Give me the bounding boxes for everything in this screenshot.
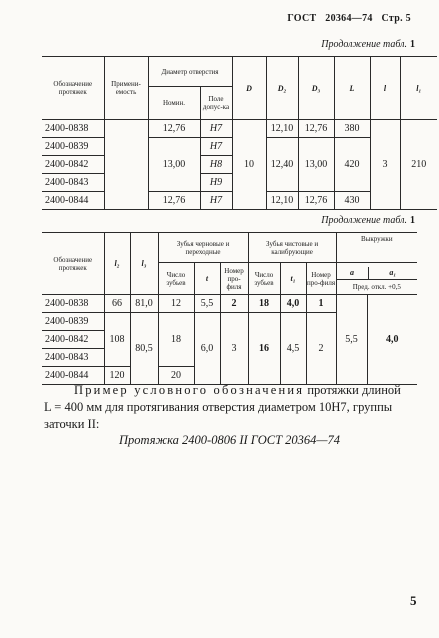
t2-h-count2: Число зубьев (248, 263, 280, 295)
t1-tol: H8 (200, 156, 232, 174)
t2-h-profile: Номер про-филя (220, 263, 248, 295)
t1-applicability (104, 120, 148, 210)
t2-h-deviation: Пред. откл. +0,5 (352, 282, 401, 291)
t2-h-recess (336, 233, 417, 263)
t2-h-l3: l₃ (130, 233, 158, 295)
t1-D2: 12,40 (266, 138, 298, 192)
t1-D3: 13,00 (298, 138, 334, 192)
t2-l3: 80,5 (130, 313, 158, 385)
t1-h-designation: Обозначение протяжек (42, 57, 104, 120)
page-number: 5 (410, 593, 417, 608)
t2-code: 2400-0838 (42, 295, 104, 313)
t2-l2: 66 (104, 295, 130, 313)
t1-D3: 12,76 (298, 192, 334, 210)
t1-code: 2400-0842 (42, 156, 104, 174)
t2-t1: 4,5 (280, 313, 306, 385)
t1-L: 420 (334, 138, 370, 192)
t2-code: 2400-0842 (42, 331, 104, 349)
paragraph-line-2: L = 400 мм для протягивания отверстия диаметром 10H7, группы (44, 400, 393, 414)
t2-h-l2: l₂ (104, 233, 130, 295)
t1-l: 3 (370, 120, 400, 210)
t2-code: 2400-0839 (42, 313, 104, 331)
t2-h-t: t (194, 263, 220, 295)
designation-paragraph (44, 382, 419, 433)
t2-profile2: 1 (306, 295, 336, 313)
t1-h-D: D (232, 57, 266, 120)
designation-example: Протяжка 2400-0806 II ГОСТ 20364—74 (119, 433, 341, 447)
t1-D3: 12,76 (298, 120, 334, 138)
t2-t: 6,0 (194, 313, 220, 385)
t2-count2: 16 (248, 313, 280, 385)
header-number: 20364—74 (325, 13, 373, 24)
paragraph-rest: протяжки длиной (304, 383, 401, 397)
t1-tol: H7 (200, 120, 232, 138)
t1-code: 2400-0843 (42, 174, 104, 192)
table-row (42, 120, 437, 138)
t2-h-a: a (337, 267, 369, 279)
t2-h-t1: t₁ (280, 263, 306, 295)
table2-caption-text: Продолжение табл. (321, 215, 407, 226)
header-page: Стр. 5 (381, 13, 411, 24)
t2-count: 12 (158, 295, 194, 313)
t2-h-rough: Зубья черновые и переходные (158, 233, 248, 263)
table-row (42, 295, 417, 313)
t1-L: 430 (334, 192, 370, 210)
page-header (281, 13, 411, 24)
t2-a1: 4,0 (367, 295, 417, 385)
t1-dia: 12,76 (148, 192, 200, 210)
table1-caption (321, 39, 415, 50)
t2-count2: 18 (248, 295, 280, 313)
paragraph-line-3: заточки II: (44, 417, 100, 431)
t2-h-count: Число зубьев (158, 263, 194, 295)
t2-h-a-row (337, 267, 418, 280)
t2-t1: 4,0 (280, 295, 306, 313)
t2-h-finish: Зубья чистовые и калибрующие (248, 233, 336, 263)
table2-caption-number: 1 (410, 215, 415, 226)
table1-caption-number: 1 (410, 39, 415, 50)
table-1 (42, 56, 437, 210)
t2-code: 2400-0843 (42, 349, 104, 367)
table1-caption-text: Продолжение табл. (321, 39, 407, 50)
t1-dia: 12,76 (148, 120, 200, 138)
t1-h-tolerance: Поле допус-ка (200, 87, 232, 120)
t1-code: 2400-0838 (42, 120, 104, 138)
t2-l2: 120 (104, 367, 130, 385)
t2-a: 5,5 (336, 295, 367, 385)
t2-h-a1: a₁ (389, 267, 397, 277)
t2-code: 2400-0844 (42, 367, 104, 385)
t1-dia: 13,00 (148, 138, 200, 192)
t1-L: 380 (334, 120, 370, 138)
t1-tol: H7 (200, 192, 232, 210)
t1-h-diameter: Диаметр отверстия (148, 57, 232, 87)
t1-h-D3: D₃ (298, 57, 334, 120)
t2-count: 20 (158, 367, 194, 385)
t1-h-D2: D₂ (266, 57, 298, 120)
t1-h-l: l (370, 57, 400, 120)
t2-profile: 2 (220, 295, 248, 313)
t1-tol: H7 (200, 138, 232, 156)
t2-h-designation: Обозначение протяжек (42, 233, 104, 295)
t2-l2: 108 (104, 313, 130, 367)
t2-l3: 81,0 (130, 295, 158, 313)
table-2 (42, 232, 417, 385)
t2-t: 5,5 (194, 295, 220, 313)
t1-h-applicability: Примени-емость (104, 57, 148, 120)
t1-tol: H9 (200, 174, 232, 192)
t1-h-l1: l₁ (400, 57, 437, 120)
t1-D2: 12,10 (266, 192, 298, 210)
t1-D2: 12,10 (266, 120, 298, 138)
t2-h-a-block (336, 263, 417, 295)
table2-caption (321, 215, 415, 226)
t1-D: 10 (232, 120, 266, 210)
paragraph-spaced: Пример условного обозначения (74, 383, 305, 397)
t1-code: 2400-0844 (42, 192, 104, 210)
t2-profile2: 2 (306, 313, 336, 385)
paragraph-line-1 (44, 382, 419, 399)
header-standard: ГОСТ (287, 13, 317, 24)
t1-l1: 210 (400, 120, 437, 210)
t2-h-profile2: Номер про-филя (306, 263, 336, 295)
t2-count: 18 (158, 313, 194, 367)
t1-h-L: L (334, 57, 370, 120)
t1-h-nominal: Номин. (148, 87, 200, 120)
t1-code: 2400-0839 (42, 138, 104, 156)
t2-profile: 3 (220, 313, 248, 385)
t2-h-recess-label: Выкружки (361, 235, 393, 243)
